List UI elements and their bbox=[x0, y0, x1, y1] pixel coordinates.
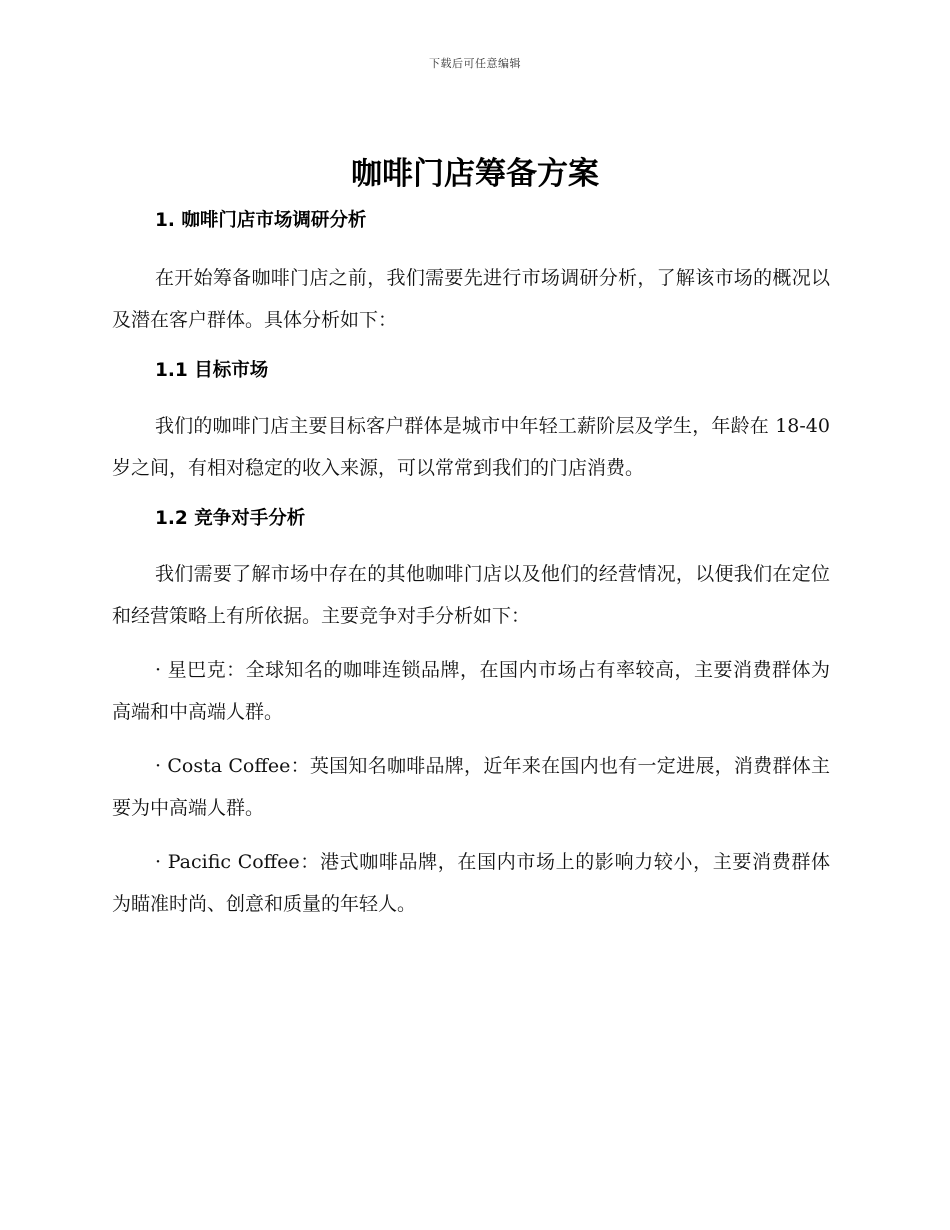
list-item-starbucks: · 星巴克：全球知名的咖啡连锁品牌，在国内市场占有率较高，主要消费群体为高端和中高端人群。 bbox=[112, 659, 830, 723]
list-item-costa-coffee: · Costa Coffee：英国知名咖啡品牌，近年来在国内也有一定进展，消费群体主要为中高端人群。 bbox=[112, 755, 830, 819]
paragraph-market-research: 在开始筹备咖啡门店之前，我们需要先进行市场调研分析，了解该市场的概况以及潜在客户群体。具体分析如下： bbox=[112, 267, 830, 331]
document-body bbox=[112, 203, 830, 937]
document-title: 咖啡门店筹备方案 bbox=[351, 156, 599, 192]
header-note: 下载后可任意编辑 bbox=[429, 57, 521, 70]
paragraph-target-market: 我们的咖啡门店主要目标客户群体是城市中年轻工薪阶层及学生，年龄在 18-40 岁之间，有相对稳定的收入来源，可以常常到我们的门店消费。 bbox=[112, 415, 830, 479]
section-heading-target-market: 1.1 目标市场 bbox=[155, 360, 269, 381]
section-heading-market-research: 1. 咖啡门店市场调研分析 bbox=[155, 210, 367, 231]
section-heading-competitor-analysis: 1.2 竞争对手分析 bbox=[155, 508, 306, 529]
list-item-pacific-coffee: · Pacific Coffee：港式咖啡品牌，在国内市场上的影响力较小，主要消费群体为瞄准时尚、创意和质量的年轻人。 bbox=[112, 851, 830, 915]
paragraph-competitor-analysis: 我们需要了解市场中存在的其他咖啡门店以及他们的经营情况，以便我们在定位和经营策略上有所依据。主要竞争对手分析如下： bbox=[112, 563, 830, 627]
